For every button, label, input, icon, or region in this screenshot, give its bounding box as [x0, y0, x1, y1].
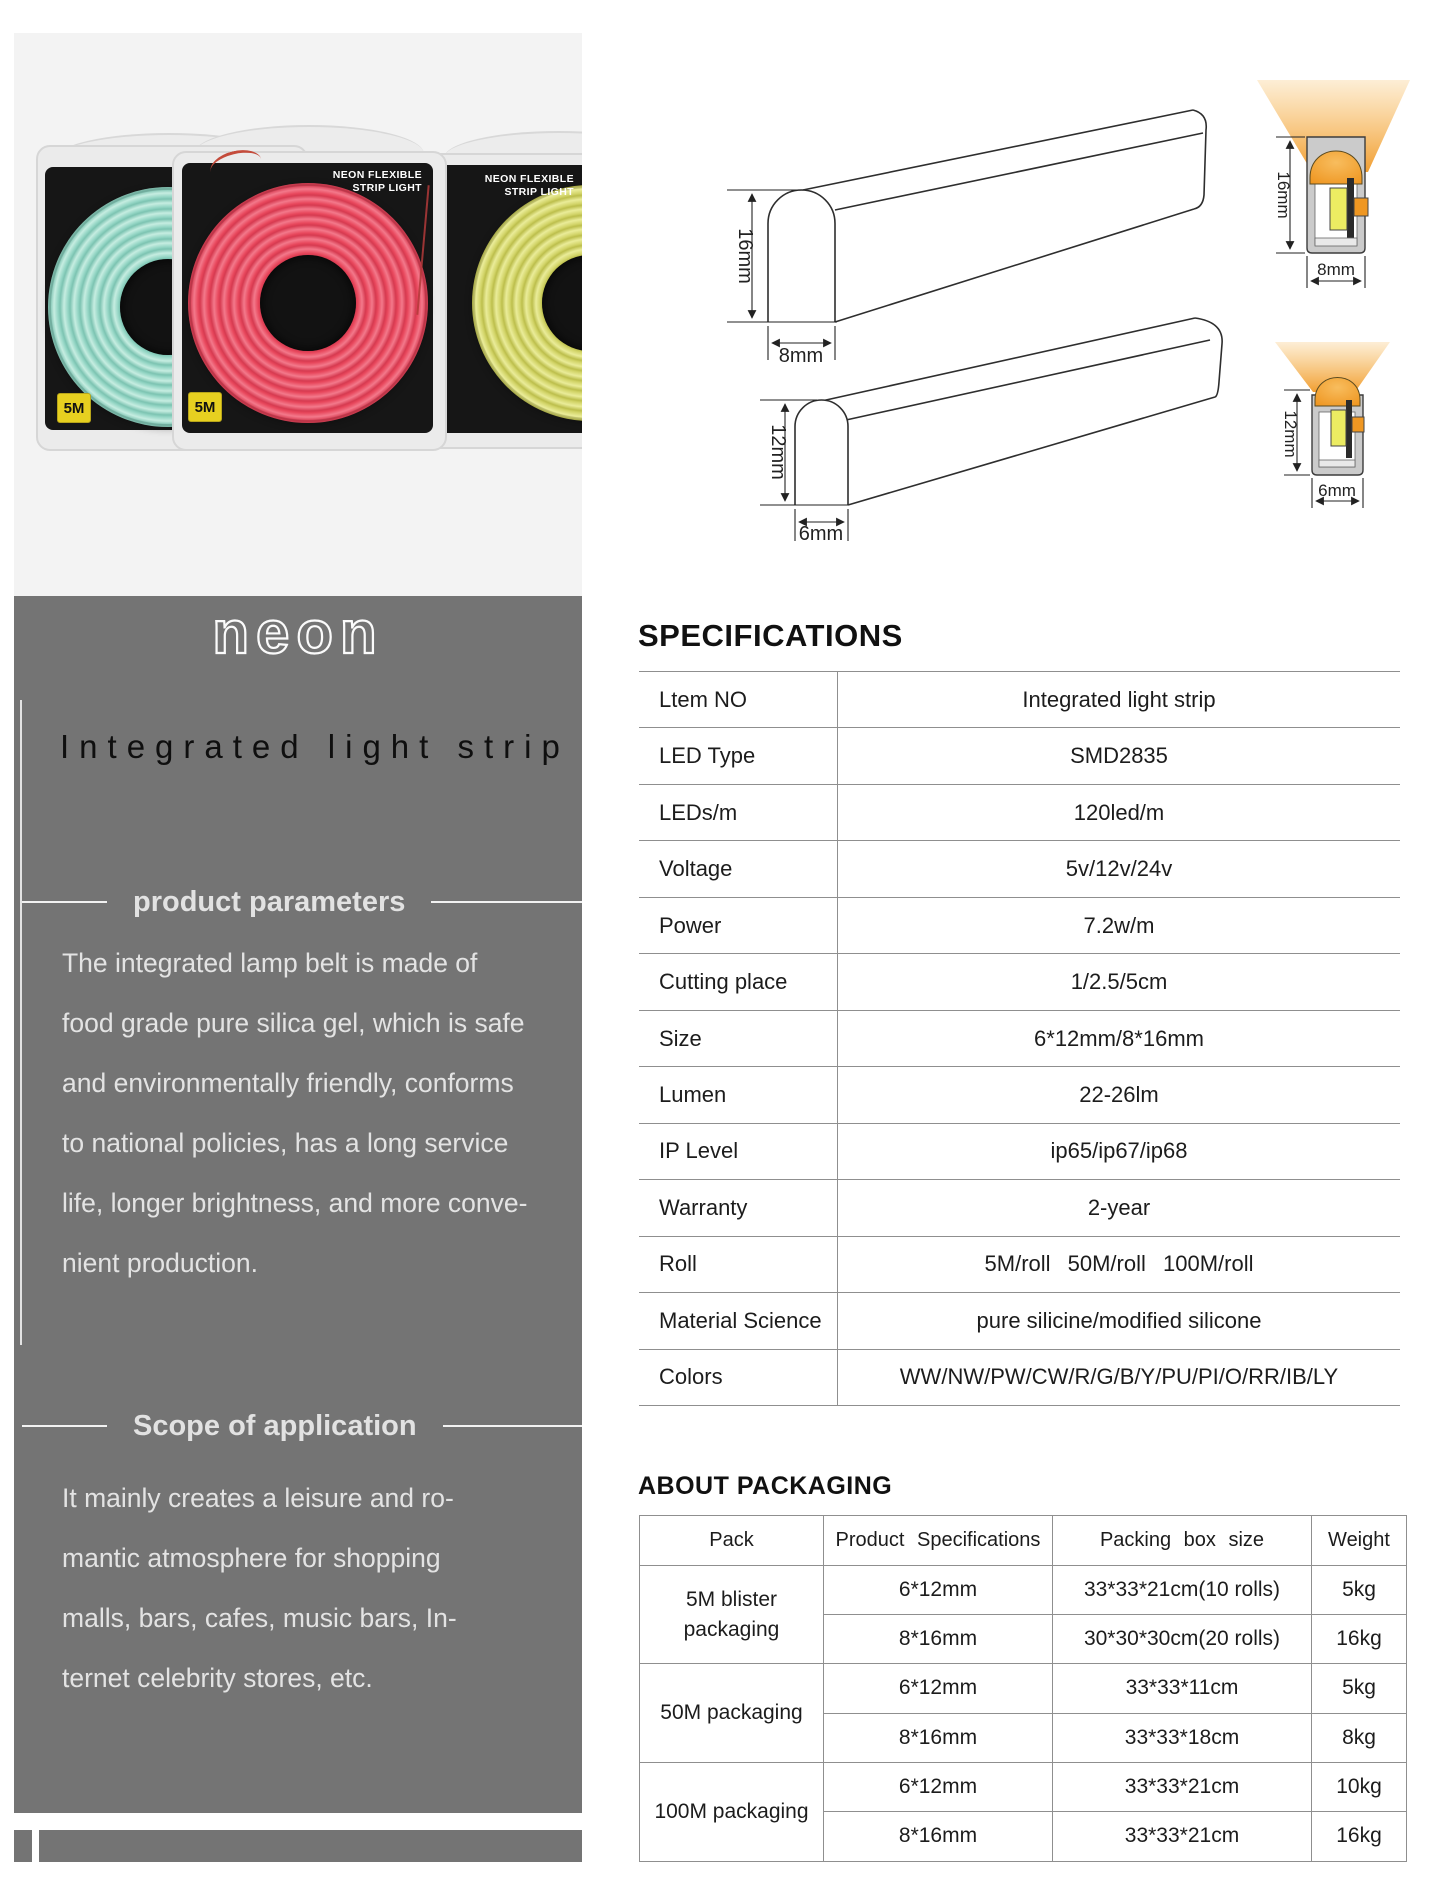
- specifications-heading: SPECIFICATIONS: [638, 618, 903, 653]
- table-cell: 8kg: [1312, 1714, 1406, 1763]
- card-title-line1: NEON FLEXIBLE: [332, 169, 422, 181]
- table-cell: 6*12mm: [824, 1664, 1053, 1713]
- length-label: 5M: [194, 398, 216, 416]
- table-cell: 8*16mm: [824, 1615, 1053, 1664]
- heading-rule-left: [22, 1425, 107, 1427]
- spec-value: 7.2w/m: [837, 898, 1400, 953]
- table-cell: 30*30*30cm(20 rolls): [1053, 1615, 1312, 1664]
- table-row: [639, 1067, 1400, 1123]
- neon-logo: neon: [212, 599, 384, 666]
- spec-label: LEDs/m: [659, 799, 738, 825]
- table-cell: 6*12mm: [824, 1763, 1053, 1812]
- heading-rule-right: [431, 901, 582, 903]
- profile-diagram-8x16: [768, 110, 1206, 322]
- table-row: [639, 1293, 1400, 1349]
- dim-label-16mm: 16mm: [734, 228, 756, 284]
- spec-label: Lumen: [659, 1082, 727, 1108]
- table-cell: 16kg: [1312, 1615, 1406, 1664]
- scope-paragraph: [62, 1468, 562, 1708]
- spec-label: Voltage: [659, 856, 733, 882]
- spec-label: Size: [659, 1025, 702, 1051]
- paragraph-line: life, longer brightness, and more conve-: [62, 1188, 528, 1218]
- table-row: [639, 1350, 1400, 1406]
- footer-accent-bar: [39, 1830, 582, 1862]
- card-title-center: [312, 169, 422, 195]
- dim-label-12mm: 12mm: [1281, 410, 1300, 458]
- pack-group-label: 50M packaging: [640, 1664, 824, 1762]
- table-row: [639, 898, 1400, 954]
- paragraph-line: ternet celebrity stores, etc.: [62, 1663, 373, 1693]
- dimension-diagrams: [590, 60, 1445, 560]
- paragraph-line: and environmentally friendly, conforms: [62, 1068, 514, 1098]
- table-row: [639, 728, 1400, 784]
- table-row: [639, 1124, 1400, 1180]
- section-heading-product-parameters: [22, 880, 582, 924]
- paragraph-line: nient production.: [62, 1248, 258, 1278]
- dim-label-6mm: 6mm: [798, 523, 844, 545]
- paragraph-line: mantic atmosphere for shopping: [62, 1543, 441, 1573]
- spec-value: 6*12mm/8*16mm: [837, 1011, 1400, 1066]
- column-header: Weight: [1312, 1516, 1406, 1566]
- table-cell: 5kg: [1312, 1566, 1406, 1615]
- spec-value: 5M/roll 50M/roll 100M/roll: [837, 1237, 1400, 1292]
- cross-section-6x12: [1275, 342, 1390, 508]
- table-cell: 33*33*21cm(10 rolls): [1053, 1566, 1312, 1615]
- table-row: [639, 1180, 1400, 1236]
- table-cell: 10kg: [1312, 1763, 1406, 1812]
- packaging-heading: ABOUT PACKAGING: [638, 1472, 893, 1500]
- cross-section-8x16: [1257, 80, 1410, 288]
- column-header: Packing box size: [1053, 1516, 1312, 1566]
- heading-rule-left: [22, 901, 107, 903]
- spec-value: Integrated light strip: [837, 672, 1400, 727]
- paragraph-line: malls, bars, cafes, music bars, In-: [62, 1603, 457, 1633]
- spec-label: Ltem NO: [659, 686, 748, 712]
- column-header: Pack: [640, 1516, 824, 1566]
- product-photo: [14, 33, 582, 596]
- heading-rule-right: [443, 1425, 582, 1427]
- spec-label: Power: [659, 912, 722, 938]
- footer-accent-square: [14, 1830, 32, 1862]
- table-cell: 8*16mm: [824, 1714, 1053, 1763]
- table-cell: 33*33*21cm: [1053, 1812, 1312, 1861]
- spec-label: Cutting place: [659, 969, 788, 995]
- pack-group-label: 100M packaging: [640, 1763, 824, 1861]
- card-title-line2: STRIP LIGHT: [352, 182, 422, 194]
- table-cell: 33*33*11cm: [1053, 1664, 1312, 1713]
- paragraph-line: to national policies, has a long service: [62, 1128, 509, 1158]
- specifications-table: [639, 671, 1400, 1406]
- length-label: 5M: [63, 399, 85, 417]
- table-row: [639, 954, 1400, 1010]
- table-row: [639, 785, 1400, 841]
- coil-hole: [260, 255, 356, 351]
- length-badge-left: [57, 393, 91, 423]
- spec-value: 2-year: [837, 1180, 1400, 1235]
- spec-value: WW/NW/PW/CW/R/G/B/Y/PU/PI/O/RR/IB/LY: [837, 1350, 1400, 1405]
- spec-value: SMD2835: [837, 728, 1400, 783]
- table-cell: 33*33*21cm: [1053, 1763, 1312, 1812]
- product-title: Integrated light strip: [60, 728, 570, 765]
- spec-value: pure silicine/modified silicone: [837, 1293, 1400, 1348]
- dim-label-8mm: 8mm: [778, 345, 824, 367]
- table-cell: 6*12mm: [824, 1566, 1053, 1615]
- table-cell: 33*33*18cm: [1053, 1714, 1312, 1763]
- spec-label: Colors: [659, 1364, 723, 1390]
- spec-value: 22-26lm: [837, 1067, 1400, 1122]
- table-row: [639, 1237, 1400, 1293]
- dim-label-6mm: 6mm: [1318, 481, 1356, 500]
- dim-label-8mm: 8mm: [1317, 260, 1355, 279]
- dim-label-12mm: 12mm: [767, 424, 789, 480]
- spec-value: 120led/m: [837, 785, 1400, 840]
- table-cell: 8*16mm: [824, 1812, 1053, 1861]
- section-heading-text: Scope of application: [133, 1409, 417, 1442]
- spec-value: 5v/12v/24v: [837, 841, 1400, 896]
- profile-diagram-6x12: [795, 318, 1222, 505]
- packaging-table: [639, 1515, 1407, 1862]
- card-title-line1: NEON FLEXIBLE: [484, 173, 574, 185]
- paragraph-line: It mainly creates a leisure and ro-: [62, 1483, 454, 1513]
- table-cell: 5kg: [1312, 1664, 1406, 1713]
- spec-label: Material Science: [659, 1307, 822, 1333]
- paragraph-line: food grade pure silica gel, which is safe: [62, 1008, 525, 1038]
- dim-label-16mm: 16mm: [1274, 171, 1293, 219]
- pack-group-label: 5M blister packaging: [640, 1566, 824, 1664]
- spec-label: Roll: [659, 1251, 697, 1277]
- table-row: [639, 672, 1400, 728]
- length-badge-center: [188, 392, 222, 422]
- panel-edge-line: [20, 700, 22, 1345]
- card-title-right: [474, 173, 574, 199]
- spec-value: 1/2.5/5cm: [837, 954, 1400, 1009]
- spec-label: LED Type: [659, 743, 756, 769]
- table-row: [639, 841, 1400, 897]
- neon-coil-red: [188, 183, 428, 423]
- section-heading-text: product parameters: [133, 885, 406, 918]
- description-panel: [14, 596, 582, 1813]
- coil-hole: [542, 255, 582, 351]
- product-parameters-paragraph: [62, 933, 562, 1293]
- spec-label: IP Level: [659, 1138, 739, 1164]
- table-cell: 16kg: [1336, 1824, 1382, 1848]
- card-title-line2: STRIP LIGHT: [504, 186, 574, 198]
- table-row: [639, 1011, 1400, 1067]
- spec-label: Warranty: [659, 1194, 748, 1220]
- paragraph-line: The integrated lamp belt is made of: [62, 948, 478, 978]
- section-heading-scope-of-application: [22, 1404, 582, 1448]
- spec-value: ip65/ip67/ip68: [837, 1124, 1400, 1179]
- column-header: Product Specifications: [824, 1516, 1053, 1566]
